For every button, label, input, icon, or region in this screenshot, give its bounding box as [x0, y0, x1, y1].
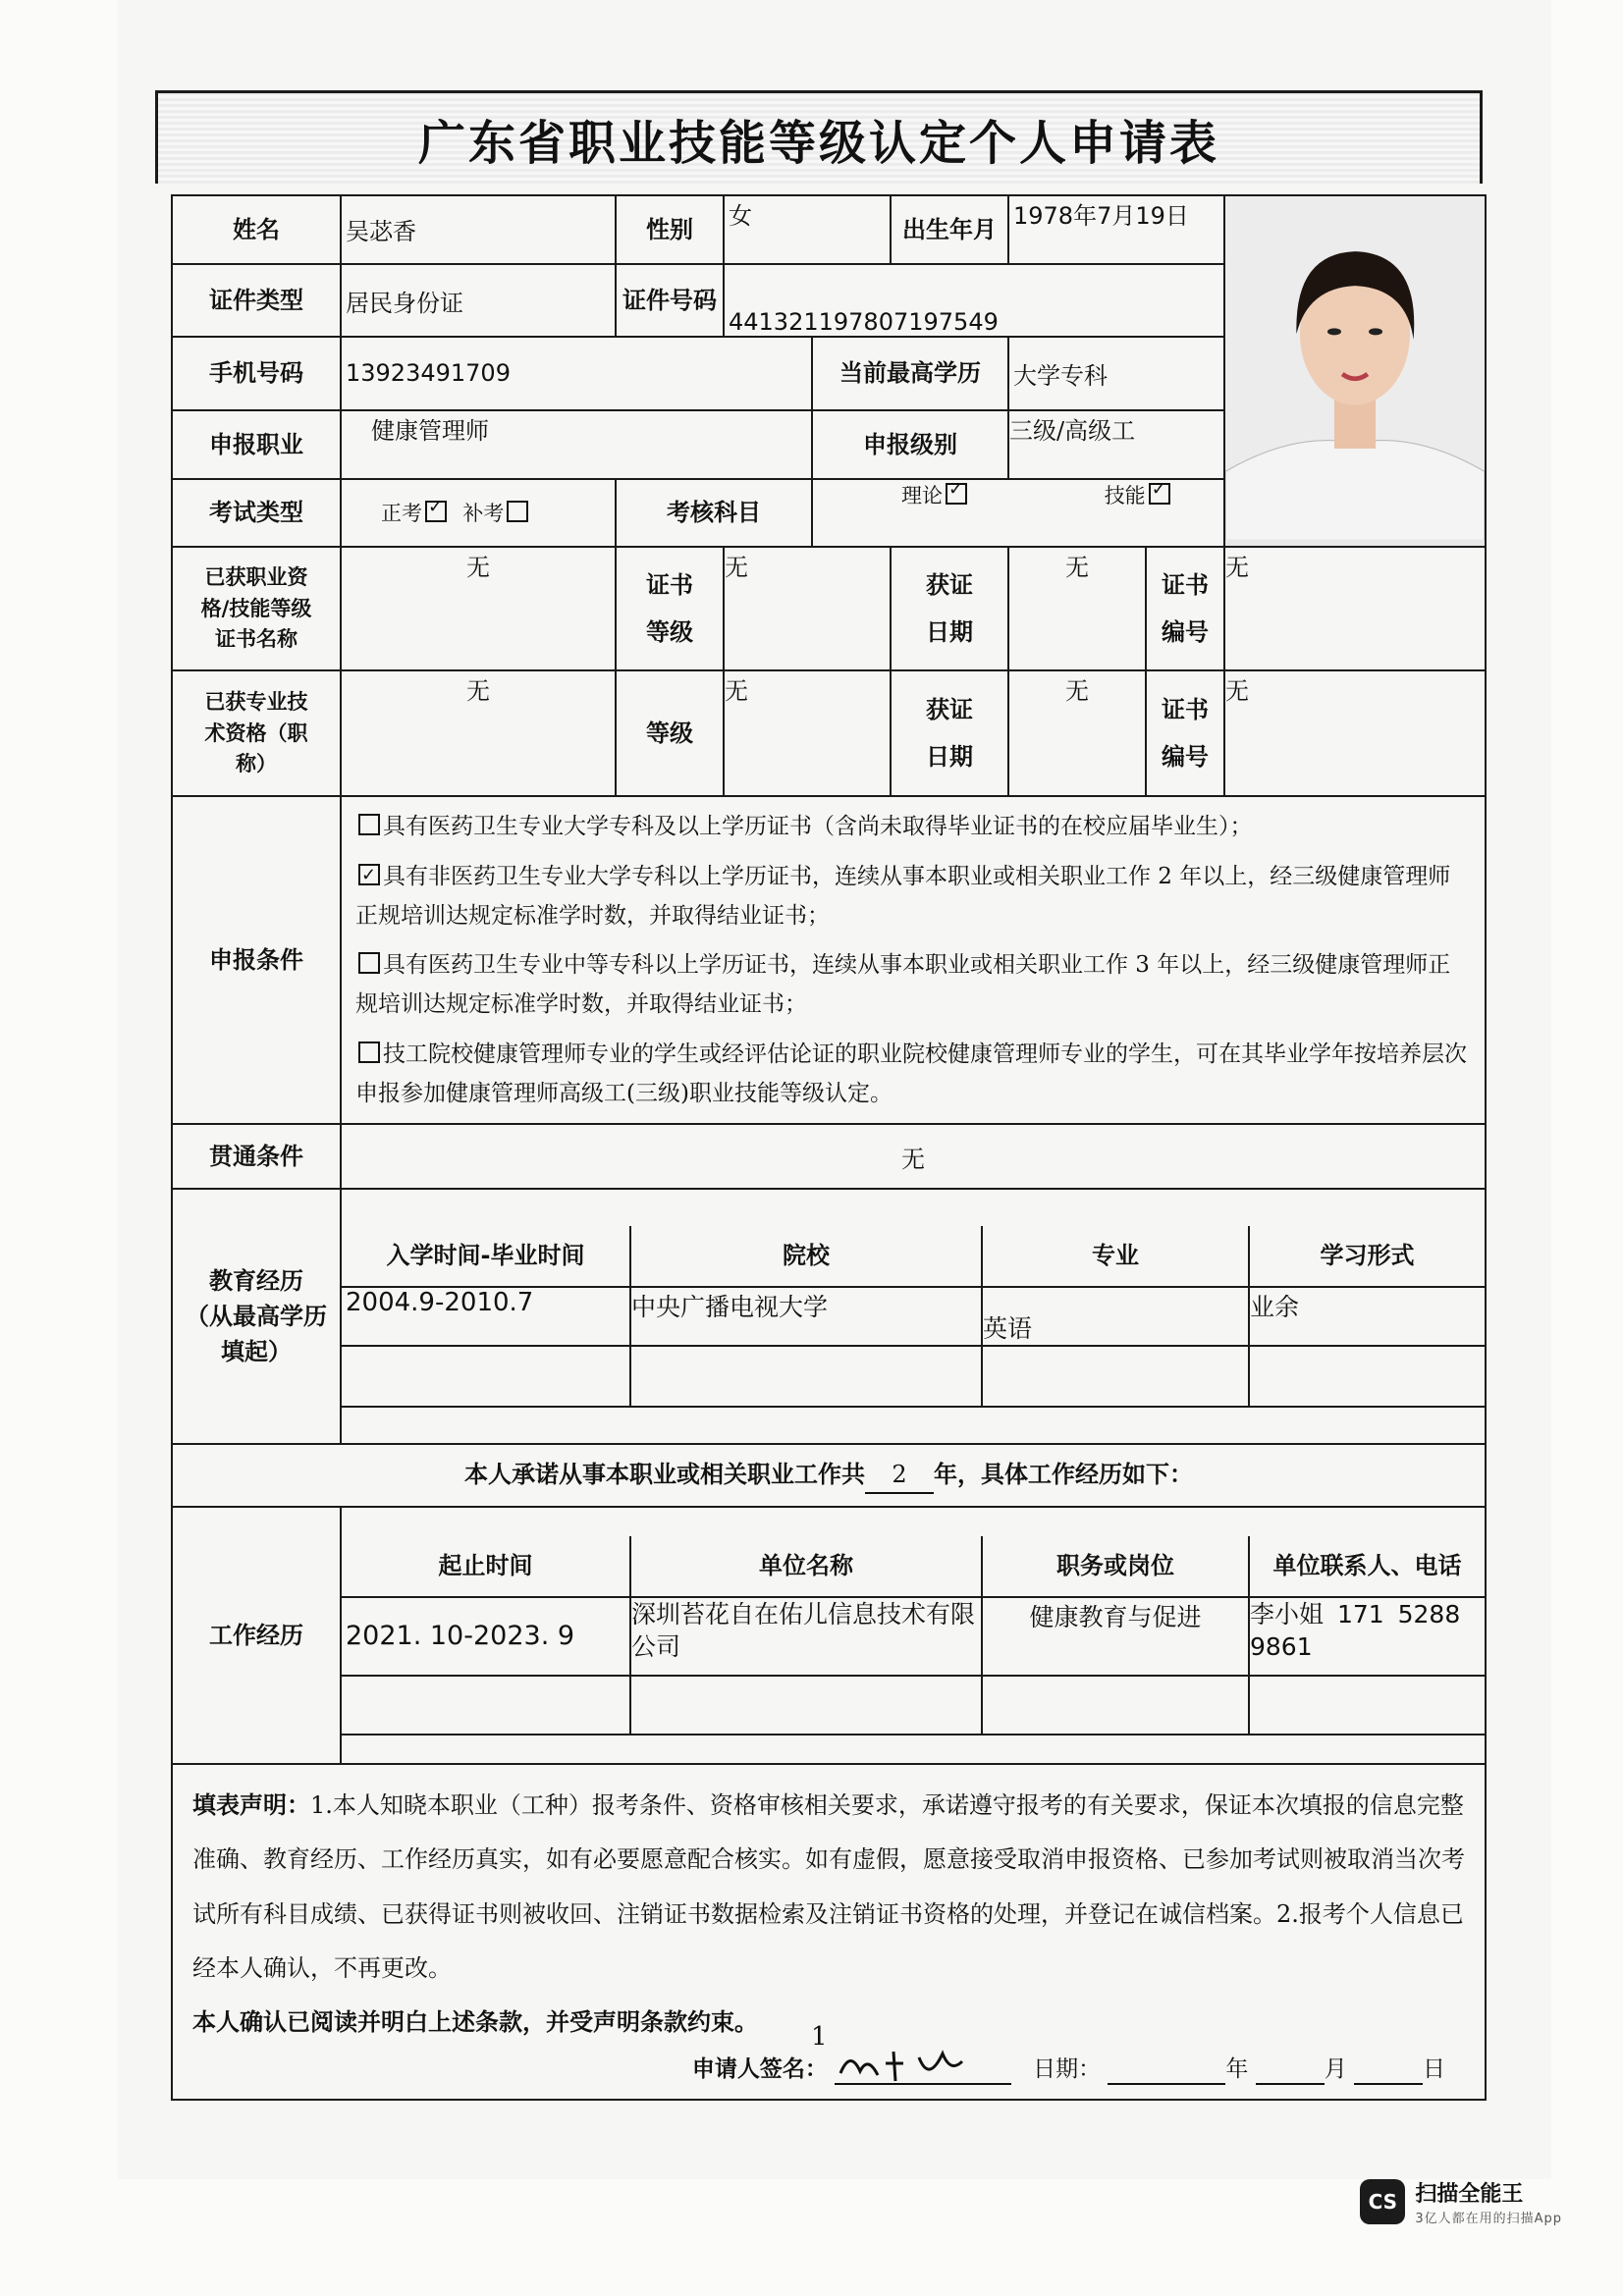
gender-value: 女: [724, 195, 891, 264]
condition-4-checkbox[interactable]: [358, 1041, 380, 1063]
work-header-row: [342, 1536, 1485, 1597]
condition-item: 具有医药卫生专业大学专科及以上学历证书（含尚未取得毕业证书的在校应届毕业生）；: [355, 807, 1471, 846]
education-value: 大学专科: [1008, 337, 1224, 409]
work-company: 深圳苔花自在佑儿信息技术有限公司: [630, 1597, 982, 1676]
declaration: [172, 1764, 1486, 2100]
declaration-confirm: 本人确认已阅读并明白上述条款，并受声明条款约束。: [192, 2007, 758, 2036]
portrait-image: [1225, 196, 1485, 540]
declaration-text: 填表声明：1.本人知晓本职业（工种）报考条件、资格审核相关要求，承诺遵守报考的有关要求，保证本次填报的信息完整准确、教育经历、工作经历真实，如有必要愿意配合核实。如有虚假，愿意接受取消申报资格、已参加考试则被取消当次考试所有科目成绩、已获得证书则被收回、注销证书数据检索及注销证书资格的处理，并登记在诚信档案。2.报考个人信息已经本人确认，不再更改。: [192, 1791, 1465, 1982]
edu-school: 中央广播电视大学: [630, 1287, 982, 1346]
edu-header-row: [342, 1226, 1485, 1287]
work-promise: 本人承诺从事本职业或相关职业工作共 2 年，具体工作经历如下：: [172, 1444, 1486, 1507]
work-header: 起止时间: [342, 1536, 630, 1597]
exam-type-label: 考试类型: [172, 479, 341, 548]
condition-item: 具有医药卫生专业中等专科以上学历证书，连续从事本职业或相关职业工作 3 年以上，经三级健康管理师正规培训达规定标准学时数，并取得结业证书；: [355, 952, 1451, 1018]
cert-qual-value: 无: [341, 547, 616, 670]
form-title-box: [155, 90, 1483, 184]
edu-history-label: 教育经历 （从最高学历 填起）: [172, 1189, 341, 1444]
phone-label: 手机号码: [172, 337, 341, 409]
cert-grade-value: 无: [724, 547, 891, 670]
applicant-photo: [1224, 195, 1486, 547]
prof-date-value: 无: [1008, 670, 1146, 796]
cert-date-label: 获证 日期: [891, 547, 1008, 670]
name-value: 吴苾香: [341, 195, 616, 264]
name-label: 姓名: [172, 195, 341, 264]
brand-name: 扫描全能王: [1415, 2182, 1524, 2207]
exam-formal-checkbox[interactable]: [425, 501, 447, 522]
skill-label: 技能: [1104, 483, 1146, 507]
condition-2-checkbox[interactable]: [358, 864, 380, 885]
signature-field[interactable]: [835, 2050, 1011, 2085]
level-value: 三级/高级工: [1008, 410, 1224, 479]
id-type-label: 证件类型: [172, 264, 341, 337]
cert-no-label: 证书 编号: [1146, 547, 1224, 670]
cert-qual-label: 已获职业资 格/技能等级 证书名称: [172, 547, 341, 670]
work-contact: 李小姐 171 5288 9861: [1249, 1597, 1485, 1676]
exam-makeup-label: 补考: [462, 502, 505, 526]
conditions-label: 申报条件: [172, 796, 341, 1124]
level-label: 申报级别: [812, 410, 1008, 479]
exam-type-options: [341, 479, 616, 548]
occupation-value: 健康管理师: [341, 410, 812, 479]
exam-makeup-checkbox[interactable]: [507, 501, 528, 522]
cert-grade-label: 证书 等级: [616, 547, 724, 670]
table-row: [342, 1597, 1485, 1676]
scanner-watermark: [1360, 2177, 1562, 2226]
date-day-field[interactable]: [1354, 2054, 1423, 2085]
skill-checkbox[interactable]: [1149, 483, 1170, 505]
condition-1-checkbox[interactable]: [358, 814, 380, 835]
conditions-list: [341, 796, 1486, 1124]
form-title: 广东省职业技能等级认定个人申请表: [417, 115, 1219, 171]
work-history-table: [342, 1536, 1485, 1735]
brand-tagline: 3亿人都在用的扫描App: [1415, 2212, 1562, 2226]
table-row: [342, 1407, 1485, 1408]
edu-header: 入学时间-毕业时间: [342, 1226, 630, 1287]
theory-label: 理论: [901, 483, 943, 507]
education-label: 当前最高学历: [812, 337, 1008, 409]
work-period: 2021. 10-2023. 9: [342, 1597, 630, 1676]
work-history-label: 工作经历: [172, 1507, 341, 1764]
id-type-value: 居民身份证: [341, 264, 616, 337]
prof-date-label: 获证 日期: [891, 670, 1008, 796]
id-number-value: 441321197807197549: [724, 264, 1224, 337]
work-history-table-cell: [341, 1507, 1486, 1764]
signature-scribble: [835, 2044, 1011, 2087]
gender-label: 性别: [616, 195, 724, 264]
application-form: [171, 194, 1487, 2101]
exam-subject-options: [812, 479, 1224, 548]
cert-no-value: 无: [1224, 547, 1486, 670]
prof-qual-value: 无: [341, 670, 616, 796]
edu-header: 院校: [630, 1226, 982, 1287]
condition-3-checkbox[interactable]: [358, 952, 380, 974]
cert-date-value: 无: [1008, 547, 1146, 670]
edu-major: 英语: [982, 1287, 1249, 1346]
table-row: [342, 1346, 1485, 1407]
work-header: 职务或岗位: [982, 1536, 1249, 1597]
occupation-label: 申报职业: [172, 410, 341, 479]
work-header: 单位名称: [630, 1536, 982, 1597]
through-label: 贯通条件: [172, 1124, 341, 1189]
prof-no-value: 无: [1224, 670, 1486, 796]
table-row: [342, 1676, 1485, 1735]
table-row: [342, 1287, 1485, 1346]
prof-grade-label: 等级: [616, 670, 724, 796]
edu-header: 专业: [982, 1226, 1249, 1287]
condition-item: 技工院校健康管理师专业的学生或经评估论证的职业院校健康管理师专业的学生，可在其毕业学年按培养层次申报参加健康管理师高级工(三级)职业技能等级认定。: [355, 1041, 1467, 1106]
page-number: 1: [811, 2022, 828, 2052]
signature-line: 申请人签名： 日期： 年 月 日: [192, 2050, 1465, 2085]
edu-mode: 业余: [1249, 1287, 1485, 1346]
camscanner-logo-icon: CS: [1360, 2179, 1405, 2224]
date-month-field[interactable]: [1256, 2054, 1325, 2085]
exam-subject-label: 考核科目: [616, 479, 812, 548]
prof-no-label: 证书 编号: [1146, 670, 1224, 796]
work-header: 单位联系人、电话: [1249, 1536, 1485, 1597]
prof-qual-label: 已获专业技 术资格（职 称）: [172, 670, 341, 796]
edu-period: 2004.9-2010.7: [342, 1287, 630, 1346]
birth-value: 1978年7月19日: [1008, 195, 1224, 264]
edu-history-table-cell: [341, 1189, 1486, 1444]
work-position: 健康教育与促进: [982, 1597, 1249, 1676]
date-year-field[interactable]: [1108, 2054, 1225, 2085]
edu-header: 学习形式: [1249, 1226, 1485, 1287]
phone-value: 13923491709: [341, 337, 812, 409]
edu-history-table: [342, 1226, 1485, 1408]
id-number-label: 证件号码: [616, 264, 724, 337]
prof-grade-value: 无: [724, 670, 891, 796]
exam-formal-label: 正考: [381, 502, 422, 526]
birth-label: 出生年月: [891, 195, 1008, 264]
theory-checkbox[interactable]: [946, 483, 967, 505]
condition-item: ✓具有非医药卫生专业大学专科以上学历证书，连续从事本职业或相关职业工作 2 年以上，经三级健康管理师正规培训达规定标准学时数，并取得结业证书；: [355, 857, 1471, 936]
through-value: 无: [341, 1124, 1486, 1189]
work-years-value: 2: [865, 1457, 934, 1494]
